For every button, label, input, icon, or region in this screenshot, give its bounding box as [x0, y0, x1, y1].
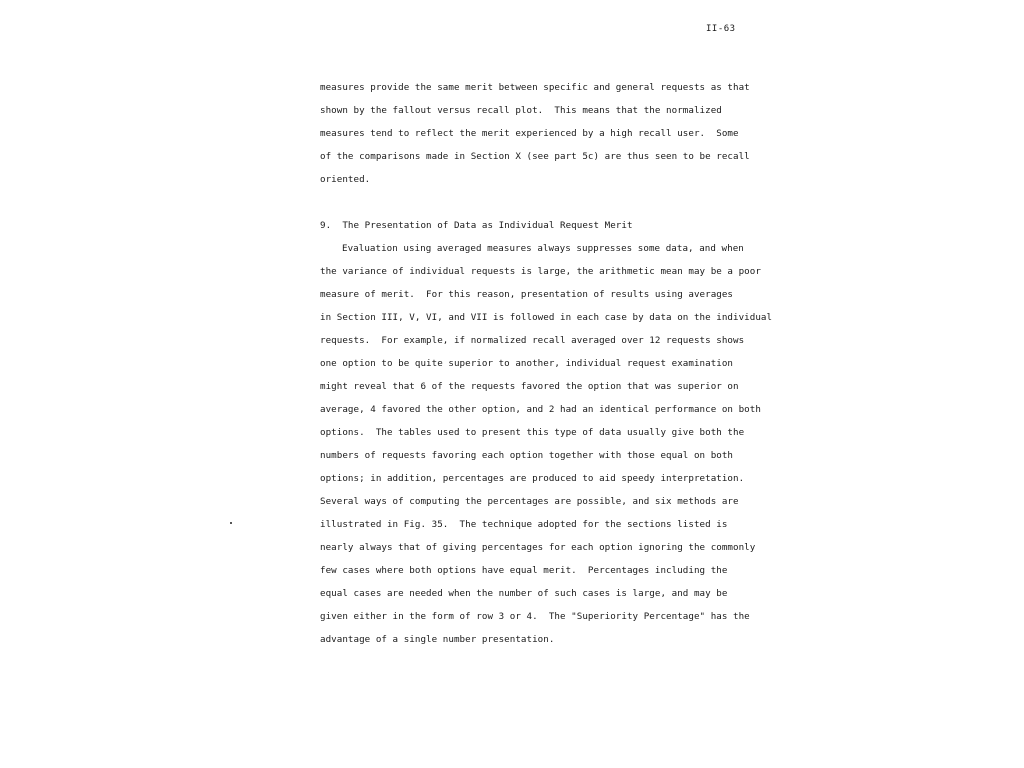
text-line: given either in the form of row 3 or 4. The "Superiority Percentage" has the [320, 611, 750, 622]
text-line: Several ways of computing the percentages are possible, and six methods are [320, 496, 739, 507]
page-number: II-63 [706, 24, 736, 34]
text-line: options. The tables used to present this type of data usually give both the [320, 427, 745, 438]
text-line: options; in addition, percentages are produced to aid speedy interpretation. [320, 473, 745, 484]
text-line: measures provide the same merit between specific and general requests as that [320, 82, 750, 93]
text-line: average, 4 favored the other option, and 2 had an identical performance on both [320, 404, 761, 415]
text-line: in Section III, V, VI, and VII is followed in each case by data on the individual [320, 312, 773, 323]
text-line: numbers of requests favoring each option together with those equal on both [320, 450, 734, 461]
text-line: Evaluation using averaged measures always suppresses some data, and when [342, 243, 744, 254]
text-line: might reveal that 6 of the requests favored the option that was superior on [320, 381, 739, 392]
text-line: measure of merit. For this reason, presentation of results using averages [320, 289, 734, 300]
text-line: shown by the fallout versus recall plot. This means that the normalized [320, 105, 722, 116]
text-line: advantage of a single number presentation. [320, 634, 555, 645]
text-line: of the comparisons made in Section X (see part 5c) are thus seen to be recall [320, 151, 750, 162]
text-line: oriented. [320, 174, 371, 185]
scan-speck [230, 522, 232, 524]
text-line: one option to be quite superior to another, individual request examination [320, 358, 734, 369]
text-line: equal cases are needed when the number of such cases is large, and may be [320, 588, 728, 599]
text-line: the variance of individual requests is large, the arithmetic mean may be a poor [320, 266, 761, 277]
text-line: illustrated in Fig. 35. The technique adopted for the sections listed is [320, 519, 728, 530]
text-line: nearly always that of giving percentages for each option ignoring the commonly [320, 542, 756, 553]
text-line: measures tend to reflect the merit experienced by a high recall user. Some [320, 128, 739, 139]
text-line: few cases where both options have equal merit. Percentages including the [320, 565, 728, 576]
text-line: requests. For example, if normalized recall averaged over 12 requests shows [320, 335, 745, 346]
section-heading: 9. The Presentation of Data as Individual Request Merit [320, 220, 633, 231]
